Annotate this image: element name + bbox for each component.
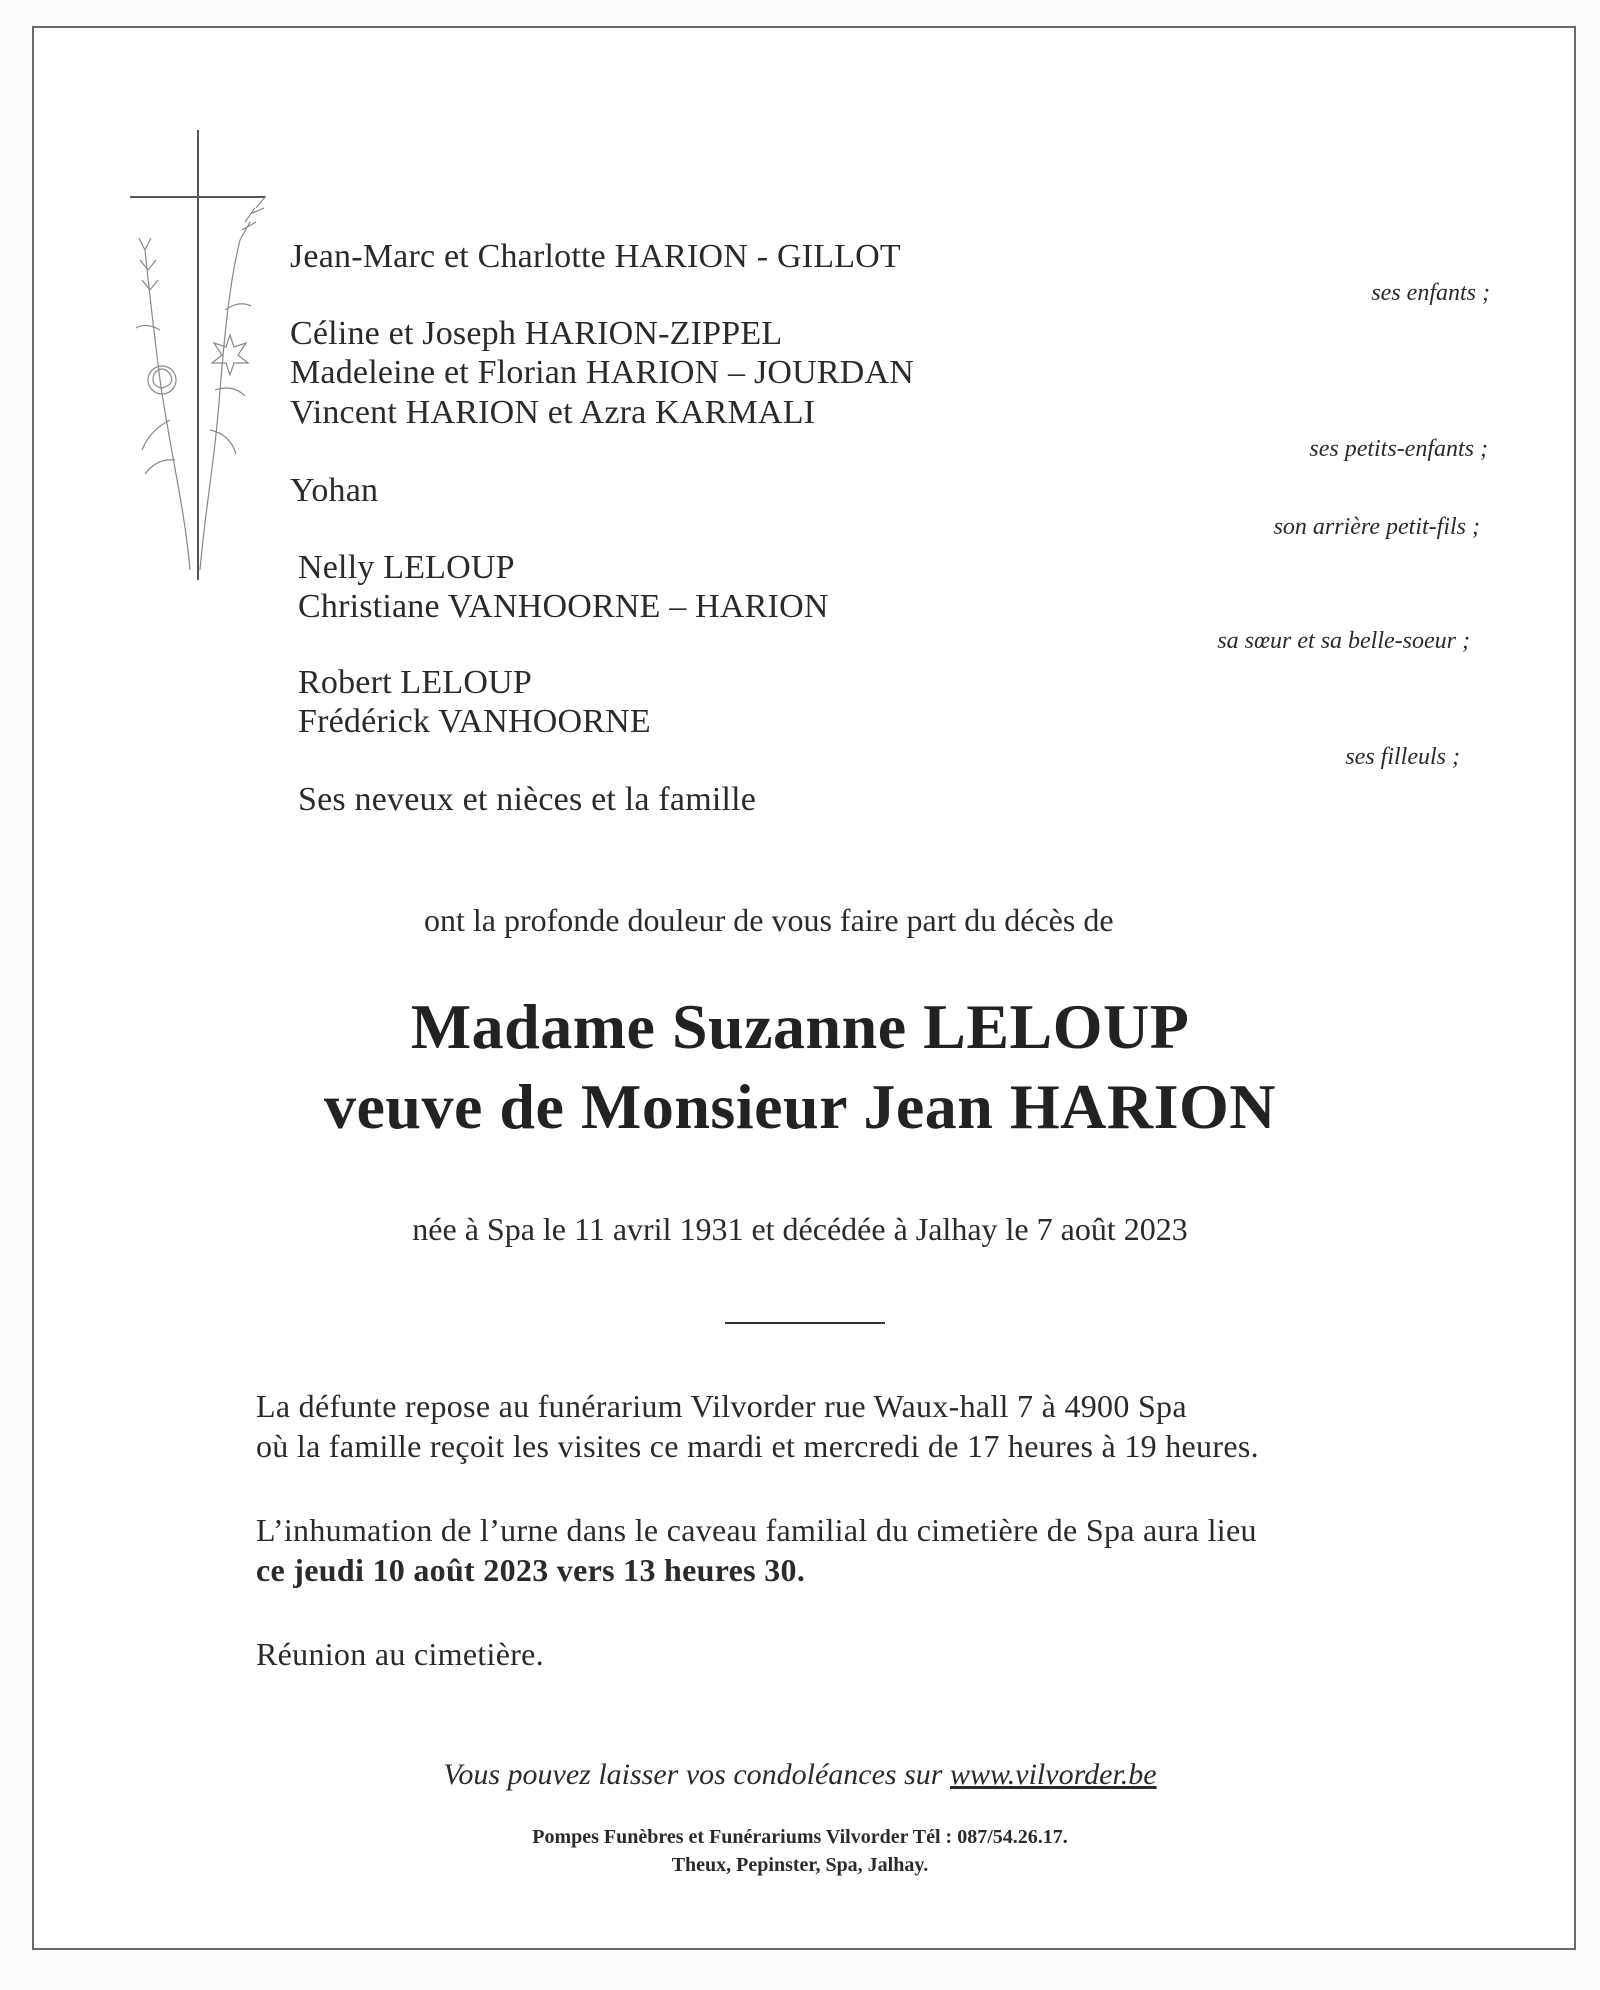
family-name-3: Madeleine et Florian HARION – JOURDAN (290, 354, 915, 391)
relation-sisters: sa sœur et sa belle-soeur ; (1217, 628, 1470, 654)
burial-line-1: L’inhumation de l’urne dans le caveau familial du cimetière de Spa aura lieu (256, 1512, 1257, 1548)
condolences-line (0, 1758, 1600, 1792)
footer-line-1: Pompes Funèbres et Funérariums Vilvorder Tél : 087/54.26.17. (532, 1826, 1068, 1848)
condolences-link[interactable]: www.vilvorder.be (949, 1758, 1157, 1791)
family-name-4: Vincent HARION et Azra KARMALI (290, 394, 816, 431)
relation-godchildren: ses filleuls ; (1345, 744, 1460, 770)
birth-death-dates: née à Spa le 11 avril 1931 et décédée à Jalhay le 7 août 2023 (412, 1211, 1188, 1247)
family-name-7: Christiane VANHOORNE – HARION (298, 588, 829, 625)
deceased-widow-of: veuve de Monsieur Jean HARION (324, 1071, 1276, 1142)
family-name-8: Robert LELOUP (298, 664, 532, 701)
family-name-5: Yohan (290, 472, 379, 509)
condolences-text: Vous pouvez laisser vos condoléances sur (443, 1758, 943, 1791)
deceased-name: Madame Suzanne LELOUP (410, 991, 1190, 1062)
repose-line-1: La défunte repose au funérarium Vilvorder rue Waux-hall 7 à 4900 Spa (256, 1388, 1187, 1424)
family-name-2: Céline et Joseph HARION-ZIPPEL (290, 315, 783, 352)
divider (725, 1322, 885, 1324)
relation-grandchildren: ses petits-enfants ; (1309, 436, 1488, 462)
family-name-6: Nelly LELOUP (298, 549, 515, 586)
family-name-1: Jean-Marc et Charlotte HARION - GILLOT (290, 238, 901, 275)
relation-children: ses enfants ; (1371, 280, 1490, 306)
meeting-note: Réunion au cimetière. (256, 1636, 544, 1672)
repose-line-2: où la famille reçoit les visites ce mardi et mercredi de 17 heures à 19 heures. (256, 1428, 1259, 1464)
family-name-9: Frédérick VANHOORNE (298, 703, 651, 740)
burial-line-2: ce jeudi 10 août 2023 vers 13 heures 30. (256, 1552, 806, 1588)
announcement-intro: ont la profonde douleur de vous faire part du décès de (424, 902, 1114, 938)
cross-flower-icon (130, 130, 300, 580)
family-name-10: Ses neveux et nièces et la famille (298, 781, 757, 818)
relation-great-grandchild: son arrière petit-fils ; (1273, 514, 1480, 540)
footer-line-2: Theux, Pepinster, Spa, Jalhay. (671, 1854, 929, 1876)
